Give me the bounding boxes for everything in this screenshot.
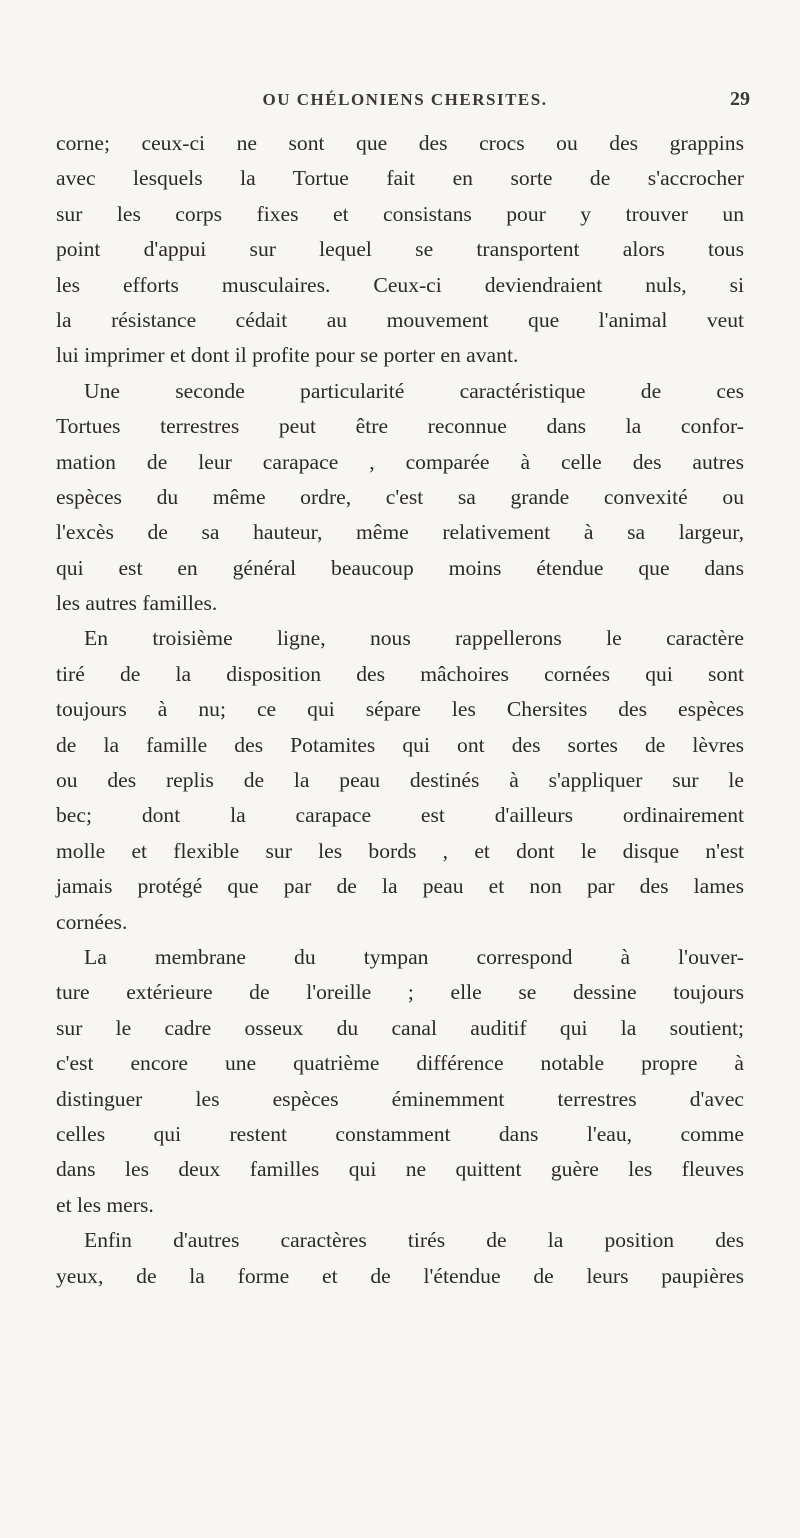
text-line: sur le cadre osseux du canal auditif qui la soutient;	[56, 1015, 744, 1040]
text-line: ou des replis de la peau destinés à s'appliquer sur le	[56, 768, 744, 793]
page-number: 29	[730, 88, 750, 110]
text-line: c'est encore une quatrième différence notable propre à	[56, 1051, 744, 1076]
text-line: bec; dont la carapace est d'ailleurs ordinairement	[56, 803, 744, 828]
text-line: tiré de la disposition des mâchoires cornées qui sont	[56, 661, 744, 686]
text-line: l'excès de sa hauteur, même relativement à sa largeur,	[56, 520, 744, 545]
text-line: Tortues terrestres peut être reconnue dans la confor-	[56, 414, 744, 439]
text-line: la résistance cédait au mouvement que l'animal veut	[56, 307, 744, 332]
text-line: et les mers.	[56, 1192, 154, 1217]
paragraph-start-line: La membrane du tympan correspond à l'ouver-	[84, 944, 744, 969]
text-line: yeux, de la forme et de l'étendue de leurs paupières	[56, 1263, 744, 1288]
paragraph-start-line: Une seconde particularité caractéristique de ces	[84, 378, 744, 403]
text-line: mation de leur carapace , comparée à celle des autres	[56, 449, 744, 474]
text-line: qui est en général beaucoup moins étendue que dans	[56, 555, 744, 580]
text-line: les efforts musculaires. Ceux-ci deviendraient nuls, si	[56, 272, 744, 297]
text-line: distinguer les espèces éminemment terrestres d'avec	[56, 1086, 744, 1111]
text-line: point d'appui sur lequel se transportent alors tous	[56, 237, 744, 262]
text-line: de la famille des Potamites qui ont des sortes de lèvres	[56, 732, 744, 757]
body-text	[56, 126, 744, 1294]
running-title: OU CHÉLONIENS CHERSITES.	[262, 90, 548, 109]
text-line: jamais protégé que par de la peau et non par des lames	[56, 874, 744, 899]
text-line: les autres familles.	[56, 591, 218, 616]
text-line: avec lesquels la Tortue fait en sorte de s'accrocher	[56, 166, 744, 191]
text-line: celles qui restent constamment dans l'eau, comme	[56, 1121, 744, 1146]
text-line: espèces du même ordre, c'est sa grande convexité ou	[56, 484, 744, 509]
text-line: cornées.	[56, 909, 128, 934]
text-line: lui imprimer et dont il profite pour se porter en avant.	[56, 343, 519, 368]
text-line: toujours à nu; ce qui sépare les Chersites des espèces	[56, 697, 744, 722]
text-line: ture extérieure de l'oreille ; elle se dessine toujours	[56, 980, 744, 1005]
running-head	[60, 90, 750, 114]
text-line: dans les deux familles qui ne quittent guère les fleuves	[56, 1157, 744, 1182]
paragraph-start-line: Enfin d'autres caractères tirés de la position des	[84, 1228, 744, 1253]
text-line: molle et flexible sur les bords , et dont le disque n'est	[56, 838, 744, 863]
text-line: sur les corps fixes et consistans pour y trouver un	[56, 201, 744, 226]
paragraph-start-line: En troisième ligne, nous rappellerons le caractère	[84, 626, 744, 651]
text-line: corne; ceux-ci ne sont que des crocs ou des grappins	[56, 131, 744, 155]
